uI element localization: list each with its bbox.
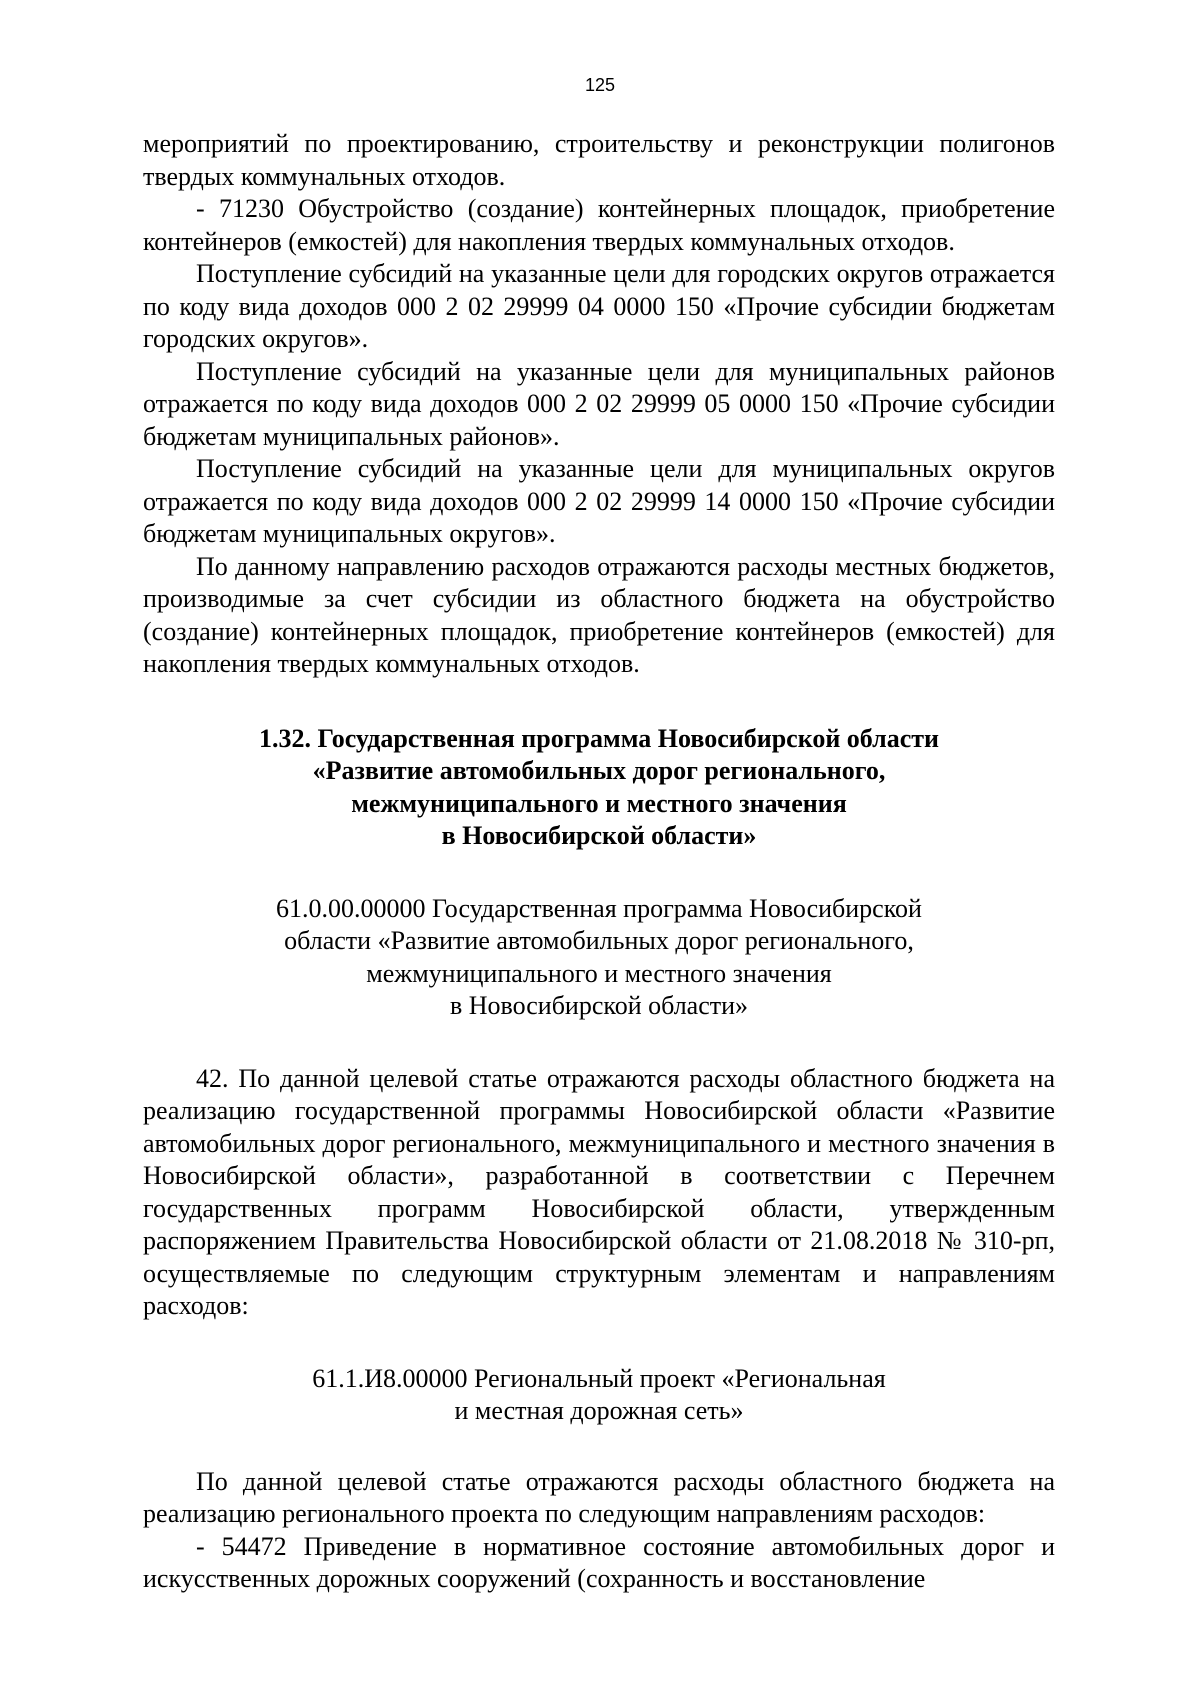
paragraph-54472: - 54472 Приведение в нормативное состояние автомобильных дорог и искусственных дорожных сооружений (сохранность и восстановление [143,1531,1055,1593]
program-code-line: 61.0.00.00000 Государственная программа Новосибирской [276,893,922,923]
paragraph-expenses: По данному направлению расходов отражаются расходы местных бюджетов, производимые за счет субсидии из областного бюджета на обустройство (создание) контейнерных площадок, приобретение контейнеров (емкостей) для накопления твердых коммунальных отходов. [143,551,1055,678]
page-content [143,128,1055,1596]
paragraph-municipal-districts: Поступление субсидий на указанные цели для муниципальных округов отражается по коду вида доходов 000 2 02 29999 14 0000 150 «Прочие субсидии бюджетам муниципальных округов». [143,454,1055,548]
program-code-line: области «Развитие автомобильных дорог регионального, [284,926,914,955]
section-heading-line: «Развитие автомобильных дорог регионального, [312,756,886,785]
program-code-block [143,893,1055,1023]
paragraph-city-districts: Поступление субсидий на указанные цели для городских округов отражается по коду вида доходов 000 2 02 29999 04 0000 150 «Прочие субсидии бюджетам городских округов». [143,259,1055,353]
project-code-line: 61.1.И8.00000 Региональный проект «Региональная [312,1363,886,1393]
project-code-block [143,1363,1055,1428]
section-heading-line: в Новосибирской области» [441,821,757,850]
paragraph-42: 42. По данной целевой статье отражаются расходы областного бюджета на реализацию государственной программы Новосибирской области «Развитие автомобильных дорог регионального, межмуниципального и местного значения в Новосибирской области», разработанной в соответствии с Перечнем государственных программ Новосибирской области, утвержденным распоряжением Правительства Новосибирской области от 21.08.2018 № 310-рп, осуществляемые по следующим структурным элементам и направлениям расходов: [143,1063,1055,1320]
project-code-line: и местная дорожная сеть» [454,1396,744,1425]
paragraph-municipal-regions: Поступление субсидий на указанные цели для муниципальных районов отражается по коду вида доходов 000 2 02 29999 05 0000 150 «Прочие субсидии бюджетам муниципальных районов». [143,356,1055,451]
paragraph-71230: - 71230 Обустройство (создание) контейнерных площадок, приобретение контейнеров (емкостей) для накопления твердых коммунальных отходов. [143,194,1055,256]
program-code-line: в Новосибирской области» [449,991,749,1020]
program-code-line: межмуниципального и местного значения [366,958,832,988]
page-number: 125 [584,75,616,95]
section-heading [143,723,1055,853]
section-heading-line: 1.32. Государственная программа Новосибирской области [258,723,940,753]
section-heading-line: межмуниципального и местного значения [351,788,847,818]
paragraph-continuation: мероприятий по проектированию, строительству и реконструкции полигонов твердых коммунальных отходов. [143,129,1055,191]
paragraph-project: По данной целевой статье отражаются расходы областного бюджета на реализацию регионального проекта по следующим направлениям расходов: [143,1466,1055,1528]
